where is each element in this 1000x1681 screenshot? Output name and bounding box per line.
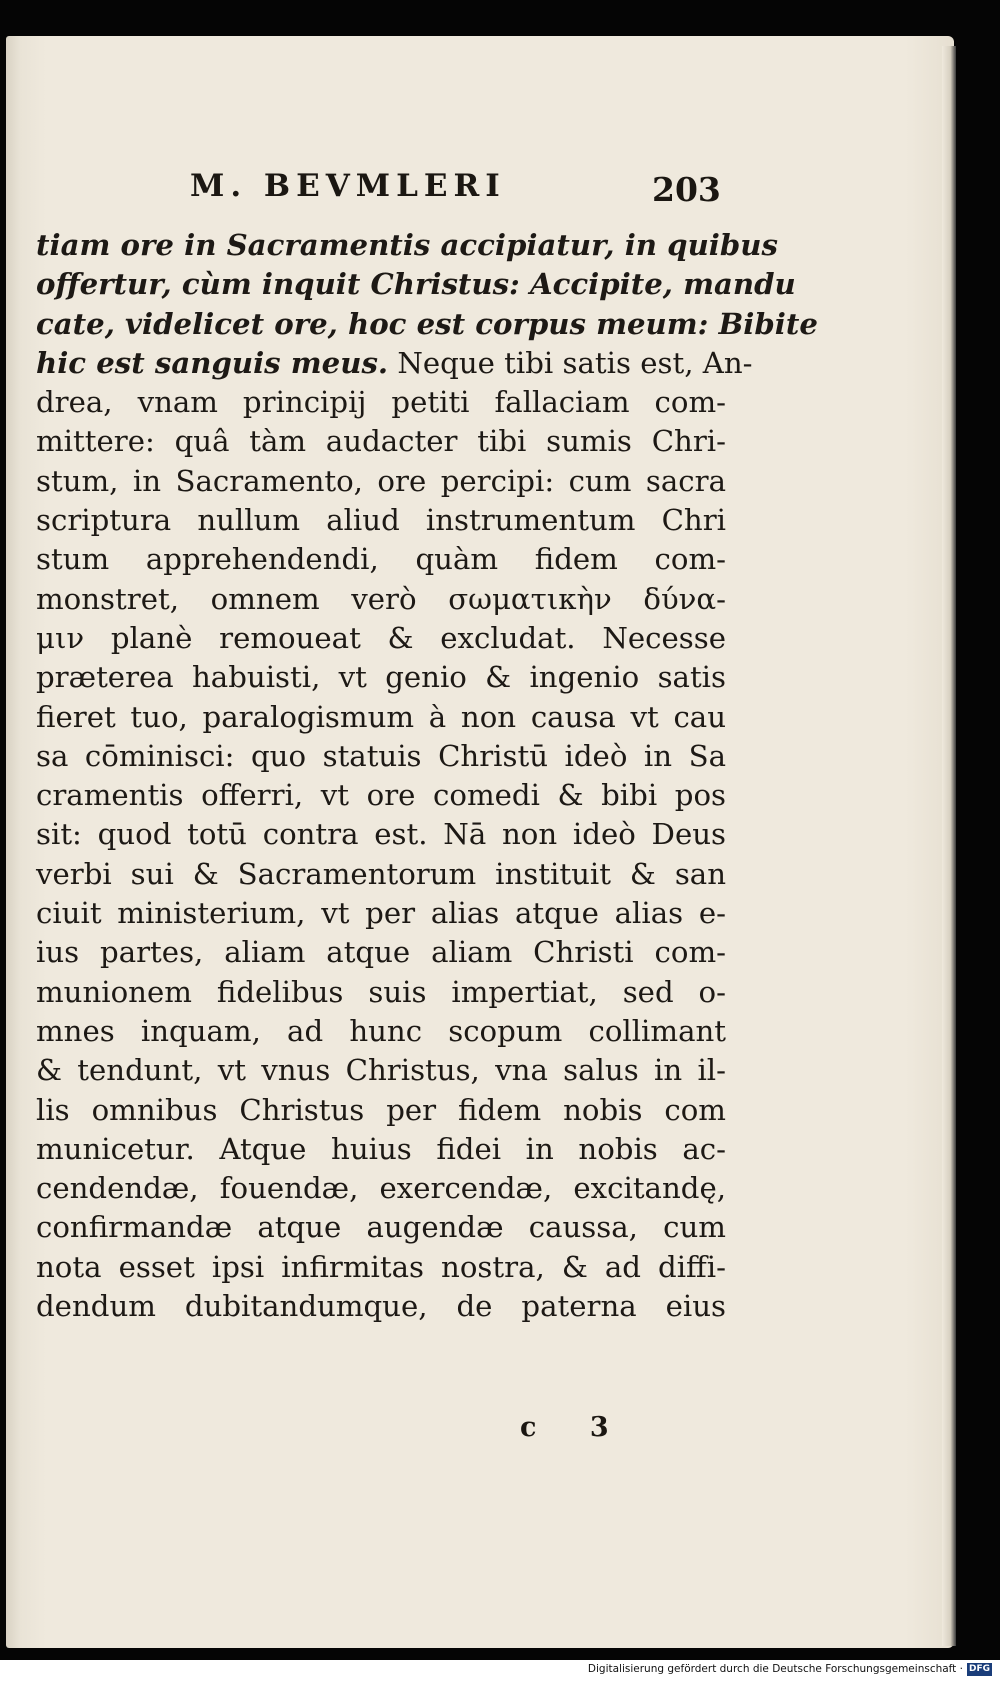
text-line xyxy=(36,1012,726,1051)
line-text: sit: quod totū contra est. Nā non ideò Deus xyxy=(36,817,726,852)
line-text: mittere: quâ tàm audacter tibi sumis Chri- xyxy=(36,424,726,459)
line-text: μιν planè remoueat & excludat. Necesse xyxy=(36,620,726,655)
text-line xyxy=(36,737,726,776)
text-line xyxy=(36,1051,726,1090)
text-line xyxy=(36,540,726,579)
line-text: scriptura nullum aliud instrumentum Chri xyxy=(36,503,726,538)
text-line xyxy=(36,344,753,383)
page-edge xyxy=(942,46,956,1646)
text-line xyxy=(36,698,726,737)
line-text: ciuit ministerium, vt per alias atque alias e- xyxy=(36,896,726,931)
signature-mark: c 3 xyxy=(520,1412,631,1443)
text-line xyxy=(36,1091,726,1130)
dfg-logo: DFG xyxy=(968,1663,990,1674)
line-text: verbi sui & Sacramentorum instituit & san xyxy=(36,856,726,891)
text-line xyxy=(36,1287,726,1326)
line-text: sa cōminisci: quo statuis Christū ideò in Sa xyxy=(36,738,726,773)
text-line xyxy=(36,265,796,304)
line-text: drea, vnam principij petiti fallaciam com- xyxy=(36,385,726,420)
text-line xyxy=(36,1248,726,1287)
line-text: præterea habuisti, vt genio & ingenio satis xyxy=(36,660,726,695)
credit-text: Digitalisierung gefördert durch die Deutsche Forschungsgemeinschaft · xyxy=(587,1663,963,1675)
line-text-roman: Neque tibi satis est, An- xyxy=(388,345,753,380)
line-text: tiam ore in Sacramentis accipiatur, in quibus xyxy=(36,228,778,262)
text-line xyxy=(36,383,726,422)
text-line xyxy=(36,973,726,1012)
line-text: cramentis offerri, vt ore comedi & bibi pos xyxy=(36,778,726,813)
line-text: cendendæ, fouendæ, exercendæ, excitandę, xyxy=(36,1171,726,1206)
line-text: stum, in Sacramento, ore percipi: cum sacra xyxy=(36,463,726,498)
text-line xyxy=(36,776,726,815)
digitization-credit xyxy=(588,1661,992,1677)
text-line xyxy=(36,580,726,619)
text-line xyxy=(36,815,726,854)
text-line xyxy=(36,1169,726,1208)
text-line xyxy=(36,462,726,501)
line-text: fieret tuo, paralogismum à non causa vt cau xyxy=(36,699,726,734)
text-line xyxy=(36,933,726,972)
text-line xyxy=(36,658,726,697)
text-line xyxy=(36,1208,726,1247)
line-text: municetur. Atque huius fidei in nobis ac- xyxy=(36,1131,726,1166)
line-text: munionem fidelibus suis impertiat, sed o- xyxy=(36,974,726,1009)
line-text: dendum dubitandumque, de paterna eius xyxy=(36,1289,726,1324)
text-line xyxy=(36,855,726,894)
line-text: hic est sanguis meus. xyxy=(36,345,389,380)
running-head: M. BEVMLERI xyxy=(190,168,506,204)
line-text: monstret, omnem verò σωματικὴν δύνα- xyxy=(36,581,726,616)
line-text: lis omnibus Christus per fidem nobis com xyxy=(36,1092,726,1127)
text-line xyxy=(36,305,818,344)
text-line xyxy=(36,422,726,461)
body-text xyxy=(36,226,818,1326)
line-text: & tendunt, vt vnus Christus, vna salus in il- xyxy=(36,1053,726,1088)
text-line xyxy=(36,894,726,933)
text-line xyxy=(36,226,778,265)
text-line xyxy=(36,501,726,540)
line-text: cate, videlicet ore, hoc est corpus meum: Bibite xyxy=(36,306,818,341)
text-line xyxy=(36,1130,726,1169)
page-number: 203 xyxy=(652,170,721,209)
line-text: ius partes, aliam atque aliam Christi com- xyxy=(36,935,726,970)
line-text: stum apprehendendi, quàm fidem com- xyxy=(36,542,726,577)
line-text: confirmandæ atque augendæ caussa, cum xyxy=(36,1210,726,1245)
line-text: mnes inquam, ad hunc scopum collimant xyxy=(36,1013,726,1048)
line-text: offertur, cùm inquit Christus: Accipite, mandu xyxy=(36,267,796,302)
text-line xyxy=(36,619,726,658)
line-text: nota esset ipsi infirmitas nostra, & ad diffi- xyxy=(36,1249,726,1284)
